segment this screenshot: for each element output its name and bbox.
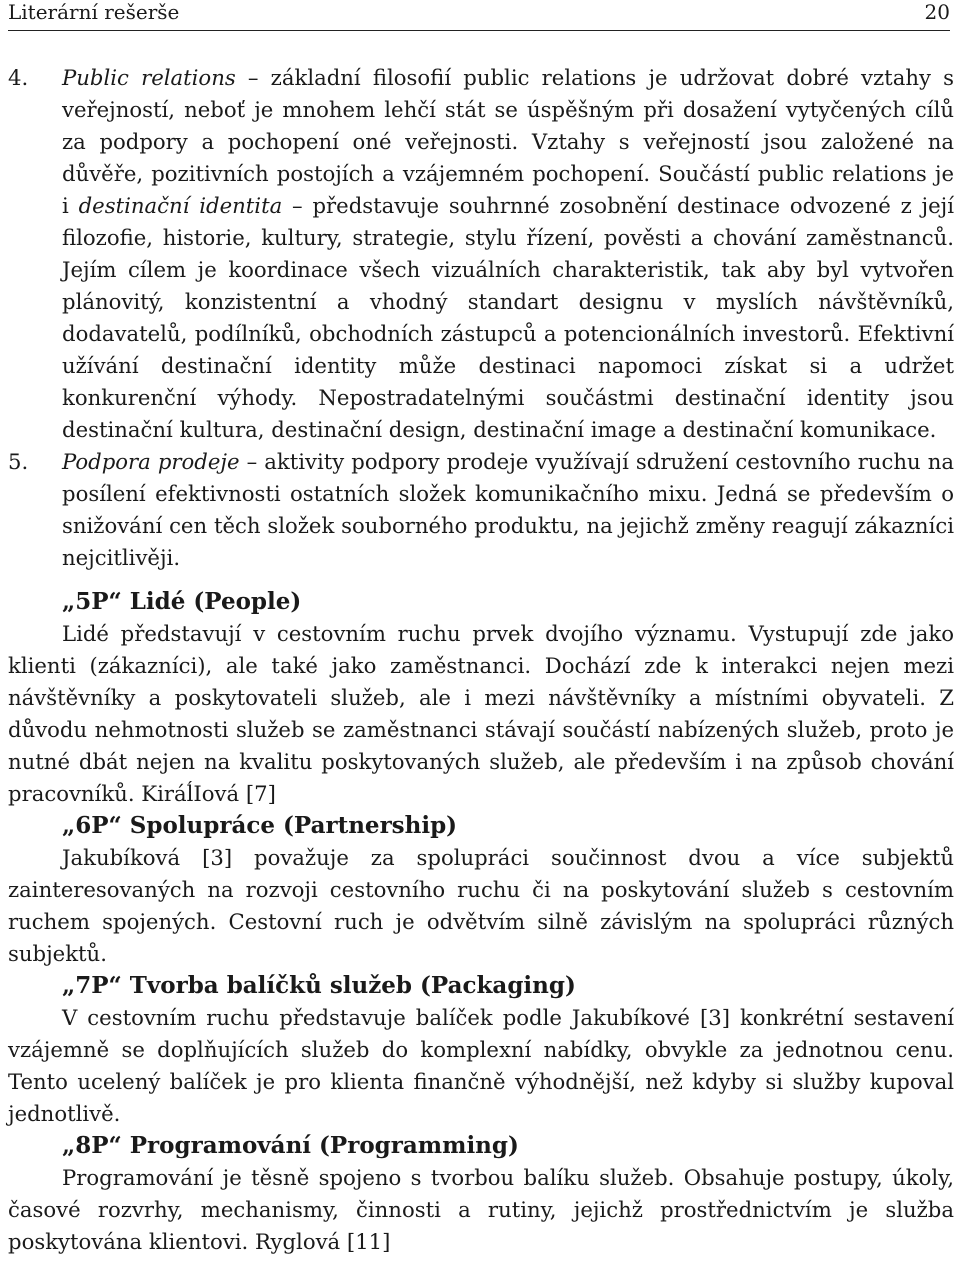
section-heading-packaging: „7P“ Tvorba balíčků služeb (Packaging) [62, 972, 576, 999]
section-paragraph-packaging: V cestovním ruchu představuje balíček podle Jakubíkové [3] konkrétní sestavení vzájemně se doplňujících služeb do komplexní nabídky, obvykle za jednotnou cenu. Tento ucelený balíček je pro klienta finančně výhodnější, než kdyby si služby kupoval jednotlivě. [8, 1005, 954, 1126]
list-item-text [62, 446, 954, 574]
page-header [8, 0, 950, 28]
section-heading-programming: „8P“ Programování (Programming) [62, 1132, 519, 1159]
item-text: – aktivity podpory prodeje využívají sdružení cestovního ruchu na posílení efektivnosti ostatních složek komunikačního mixu. Jedná se především o snižování cen těch složek souborného produktu, na jejichž změny reagují zákazníci nejcitlivěji. [62, 449, 955, 570]
term-sales-promotion: Podpora prodeje [62, 449, 240, 474]
section-paragraph-programming: Programování je těsně spojeno s tvorbou balíku služeb. Obsahuje postupy, úkoly, časové rozvrhy, mechanismy, činnosti a rutiny, jejichž prostřednictvím je služba poskytována klientovi. Ryglová [11] [8, 1165, 954, 1254]
section-heading-partnership: „6P“ Spolupráce (Partnership) [62, 812, 458, 839]
chapter-title: Literární rešerše [8, 0, 180, 24]
header-divider [8, 30, 950, 31]
term-public-relations: Public relations [62, 65, 236, 90]
item-text-part-1: – základní filosofií public relations je udržovat dobré vztahy s veřejností, neboť je mnohem lehčí stát se úspěšným při dosažení vytyčených cílů za podpory a pochopení oné veřejnosti. Vztahy s veřejností jsou založené na důvěře, pozitivních postojích a vzájemném pochopení. Součástí public relations je i [62, 65, 955, 218]
list-item-sales-promotion [8, 446, 954, 574]
list-item-public-relations [8, 62, 954, 446]
section-heading-people: „5P“ Lidé (People) [62, 588, 302, 615]
term-destination-identity: destinační identita [78, 193, 283, 218]
page-number: 20 [924, 0, 950, 24]
list-number: 5. [8, 449, 29, 474]
document-body [8, 62, 954, 1258]
section-paragraph-people: Lidé představují v cestovním ruchu prvek dvojího významu. Vystupují zde jako klienti (zákazníci), ale také jako zaměstnanci. Dochází zde k interakci nejen mezi návštěvníky a poskytovateli služeb, ale i mezi návštěvníky a místními obyvateli. Z důvodu nehmotnosti služeb se zaměstnanci stávají součástí nabízených služeb, proto je nutné dbát nejen na kvalitu poskytovaných služeb, ale především i na způsob chování pracovníků. KiráĺIová [7] [8, 621, 954, 806]
list-item-text [62, 62, 954, 446]
list-number: 4. [8, 65, 29, 90]
item-text-part-2: – představuje souhrnné zosobnění destinace odvozené z její filozofie, historie, kultury, strategie, stylu řízení, pověsti a chování zaměstnanců. Jejím cílem je koordinace všech vizuálních charakteristik, tak aby byl vytvořen plánovitý, konzistentní a vhodný standart designu v myslích návštěvníků, dodavatelů, podílníků, obchodních zástupců a potencionálních investorů. Efektivní užívání destinační identity může destinaci napomoci získat si a udržet konkurenční výhody. Nepostradatelnými součástmi destinační identity jsou destinační kultura, destinační design, destinační image a destinační komunikace. [62, 193, 955, 442]
section-paragraph-partnership: Jakubíková [3] považuje za spolupráci součinnost dvou a více subjektů zainteresovaných na rozvoji cestovního ruchu či na poskytování služeb s cestovním ruchem spojených. Cestovní ruch je odvětvím silně závislým na spolupráci různých subjektů. [8, 845, 954, 966]
